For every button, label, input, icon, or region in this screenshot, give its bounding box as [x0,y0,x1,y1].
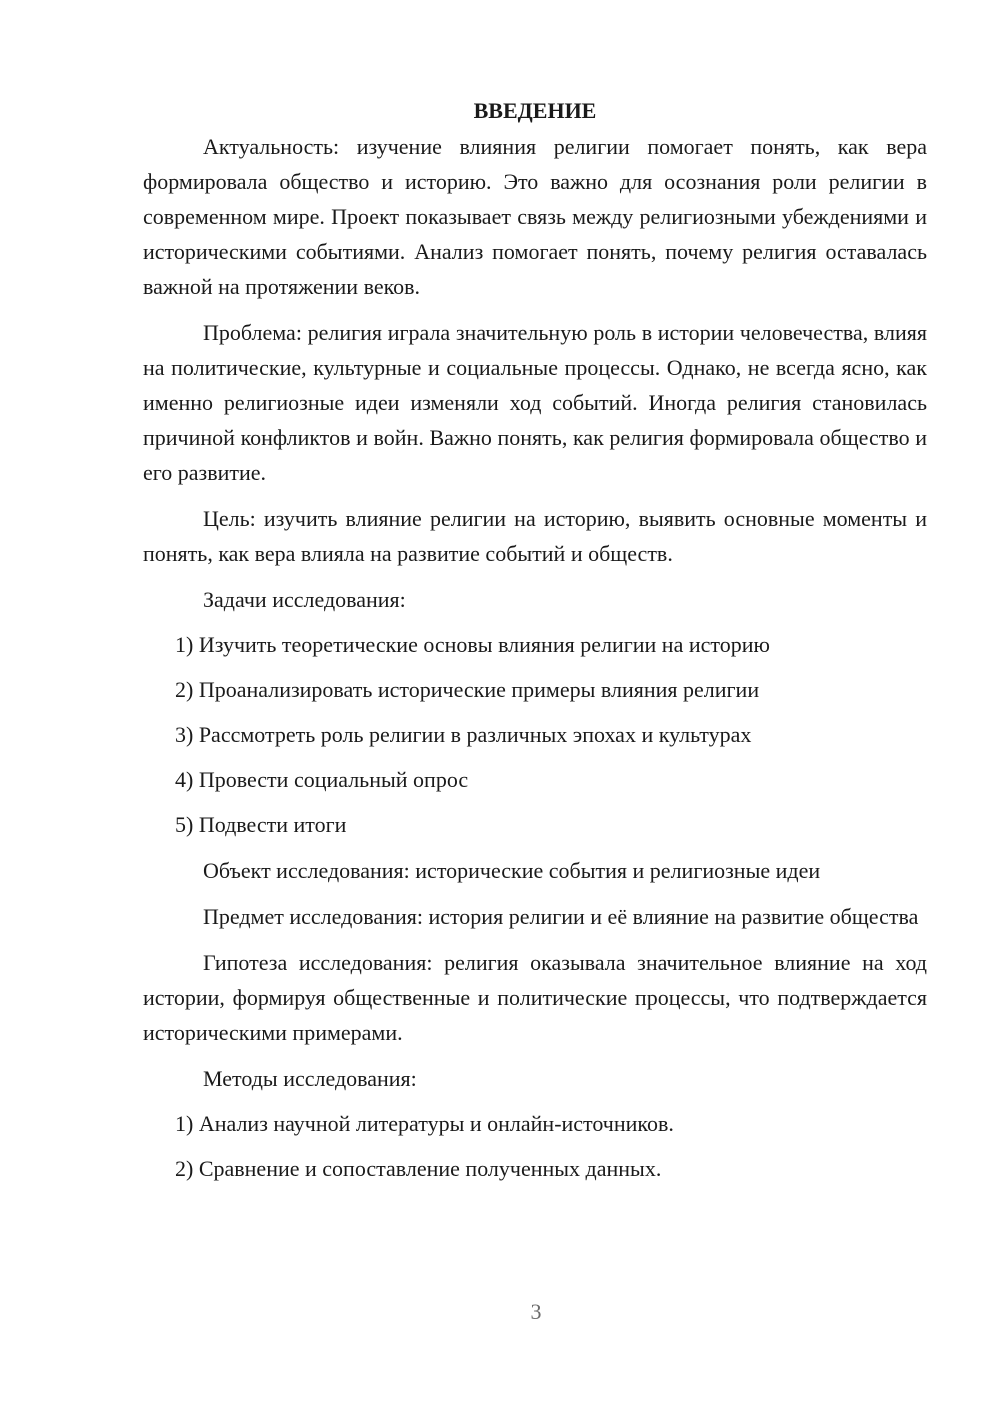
document-page [143,93,927,1186]
subject-paragraph: Предмет исследования: история религии и её влияние на развитие общества [203,904,919,929]
list-item: 1) Изучить теоретические основы влияния религии на историю [175,632,770,657]
tasks-heading: Задачи исследования: [203,587,406,612]
problem-paragraph: Проблема: религия играла значительную роль в истории человечества, влияя на политические, культурные и социальные процессы. Однако, не всегда ясно, как именно религиозные идеи изменяли ход событий. Иногда религия становилась причиной конфликтов и войн. Важно понять, как религия формировала общество и его развитие. [143,320,927,485]
relevance-paragraph: Актуальность: изучение влияния религии помогает понять, как вера формировала общество и историю. Это важно для осознания роли религии в современном мире. Проект показывает связь между религиозными убеждениями и историческими событиями. Анализ помогает понять, почему религия оставалась важной на протяжении веков. [143,134,927,299]
list-item: 2) Сравнение и сопоставление полученных данных. [175,1156,662,1181]
hypothesis-paragraph: Гипотеза исследования: религия оказывала значительное влияние на ход истории, формируя общественные и политические процессы, что подтверждается историческими примерами. [143,950,927,1045]
list-item: 5) Подвести итоги [175,812,347,837]
list-item: 2) Проанализировать исторические примеры влияния религии [175,677,760,702]
list-item: 4) Провести социальный опрос [175,767,469,792]
tasks-list [143,627,927,842]
methods-heading: Методы исследования: [203,1066,417,1091]
document-title: ВВЕДЕНИЕ [473,98,597,123]
methods-list [143,1106,927,1186]
object-paragraph: Объект исследования: исторические события и религиозные идеи [203,858,821,883]
list-item: 1) Анализ научной литературы и онлайн-источников. [175,1111,674,1136]
list-item: 3) Рассмотреть роль религии в различных эпохах и культурах [175,722,752,747]
page-number: 3 [530,1299,542,1324]
goal-paragraph: Цель: изучить влияние религии на историю, выявить основные моменты и понять, как вера влияла на развитие событий и обществ. [143,506,927,566]
